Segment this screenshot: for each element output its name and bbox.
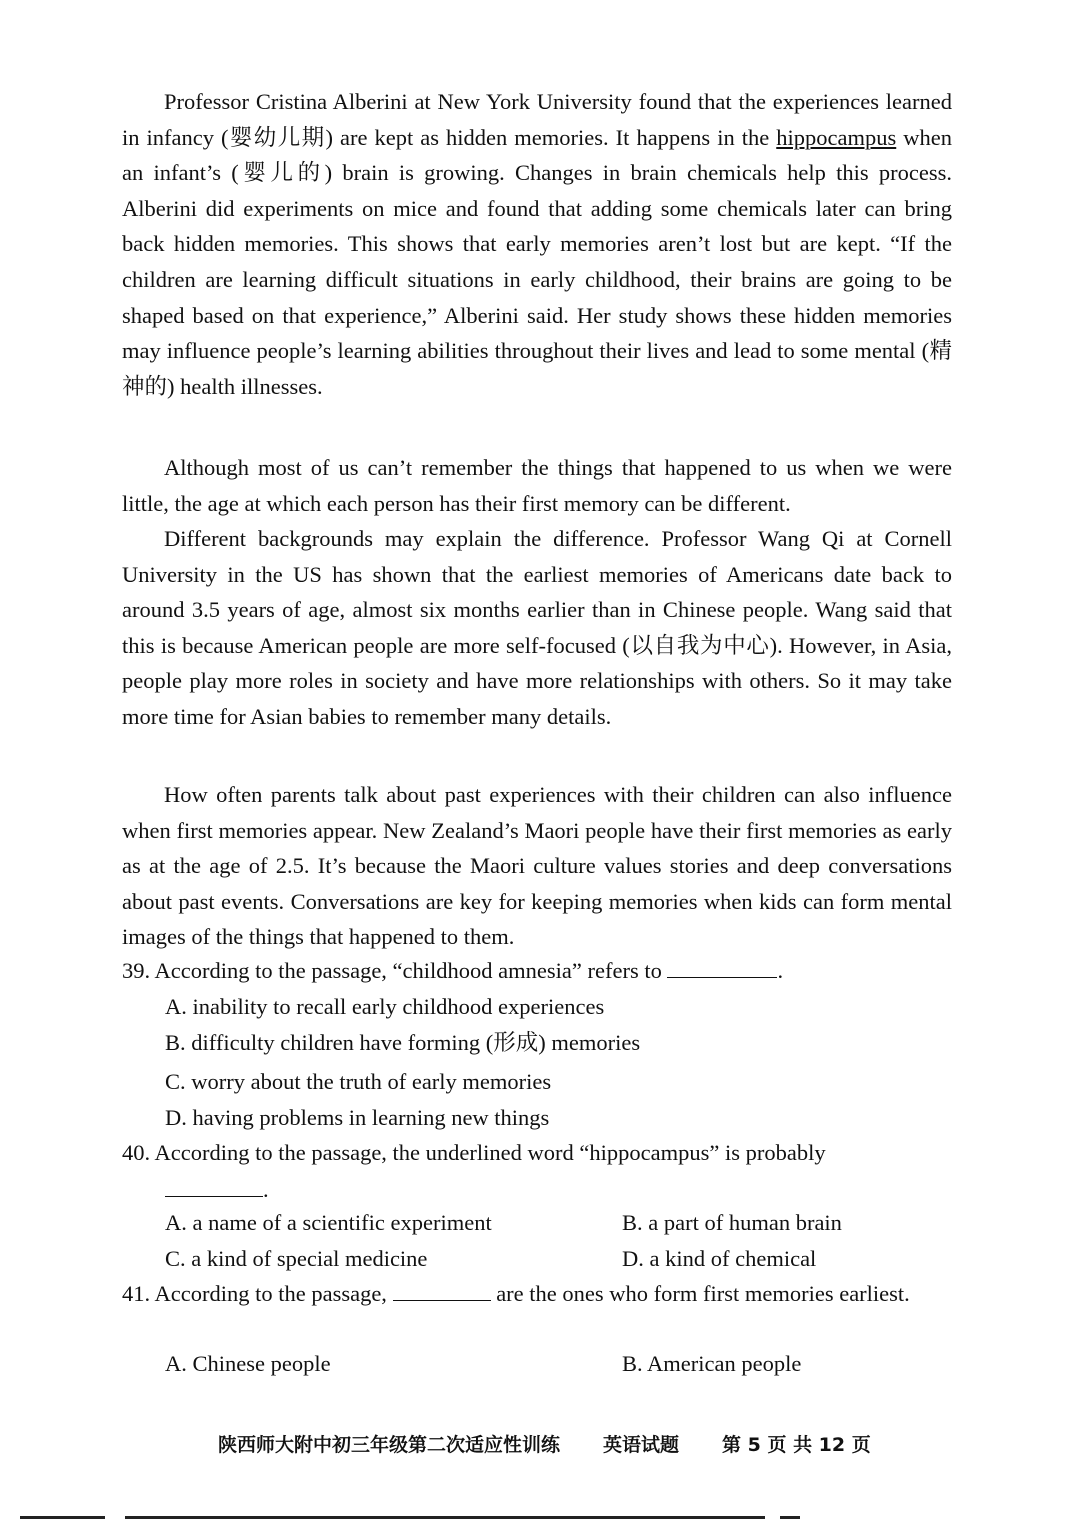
answer-blank-40 [165,1174,263,1197]
question-40-option-c: C. a kind of special medicine [165,1246,428,1271]
answer-blank-41 [393,1278,491,1301]
paragraph-1-text: Professor Cristina Alberini at New York University found that the experiences learned in infancy (婴幼儿期) are kept as hidden memories. It happens in the [122,89,952,150]
question-39-option-b: B. difficulty children have forming (形成) memories [165,1030,641,1055]
passage-paragraph-2 [122,450,952,521]
answer-blank-39 [667,955,777,978]
question-39-option-d: D. having problems in learning new things [165,1105,550,1130]
paragraph-1-text-rest: when an infant’s (婴儿的) brain is growing. Changes in brain chemicals help this process. Alberini did experiments on mice and found that adding some chemicals later can bring back hidden memories. This shows that early memories aren’t lost but are kept. “If the children are learning difficult situations in early childhood, their brains are going to be shaped based on that experience,” Alberini said. Her study shows these hidden memories may influence people’s learning abilities throughout their lives and lead to some mental (精神的) health illnesses. [122,124,952,399]
question-40-stem: 40. According to the passage, the underlined word “hippocampus” is probably [122,1140,826,1165]
passage-paragraph-3 [122,521,952,735]
footer-subject: 英语试题 [603,1434,680,1456]
question-41-option-b: B. American people [622,1351,802,1376]
paragraph-3-text: Different backgrounds may explain the difference. Professor Wang Qi at Cornell University in the US has shown that the earliest memories of Americans date back to around 3.5 years of age, almost six months earlier than in Chinese people. Wang said that this is because American people are more self-focused (以自我为中心). However, in Asia, people play more roles in society and have more relationships with others. So it may take more time for Asian babies to remember many details. [122,526,952,729]
paragraph-4-text: How often parents talk about past experiences with their children can also influence when first memories appear. New Zealand’s Maori people have their first memories as early as at the age of 2.5. It’s because the Maori culture values stories and deep conversations about past events. Conversations are key for keeping memories when kids can form mental images of the things that happened to them. [122,782,952,950]
bottom-rule-segment [20,1516,105,1519]
question-40-option-d: D. a kind of chemical [622,1246,817,1271]
question-40-blank-line: . [165,1172,269,1207]
question-39-option-c: C. worry about the truth of early memories [165,1069,552,1094]
passage-paragraph-4 [122,777,952,955]
question-41-stem: 41. According to the passage, are the ones who form first memories earliest. [122,1276,952,1312]
bottom-rule-segment [780,1516,800,1519]
underlined-word-hippocampus: hippocampus [776,124,897,150]
bottom-rule-segment [125,1516,765,1519]
question-39-option-a: A. inability to recall early childhood experiences [165,994,605,1019]
passage-paragraph-1 [122,84,952,404]
footer-page-number: 第 5 页 共 12 页 [722,1434,871,1456]
question-39-stem: 39. According to the passage, “childhood amnesia” refers to . [122,953,952,989]
question-41-option-a: A. Chinese people [165,1351,331,1376]
question-40-option-b: B. a part of human brain [622,1210,842,1235]
question-40-option-a: A. a name of a scientific experiment [165,1210,492,1235]
paragraph-2-text: Although most of us can’t remember the things that happened to us when we were little, the age at which each person has their first memory can be different. [122,455,952,516]
footer-exam-title: 陕西师大附中初三年级第二次适应性训练 [218,1434,561,1456]
